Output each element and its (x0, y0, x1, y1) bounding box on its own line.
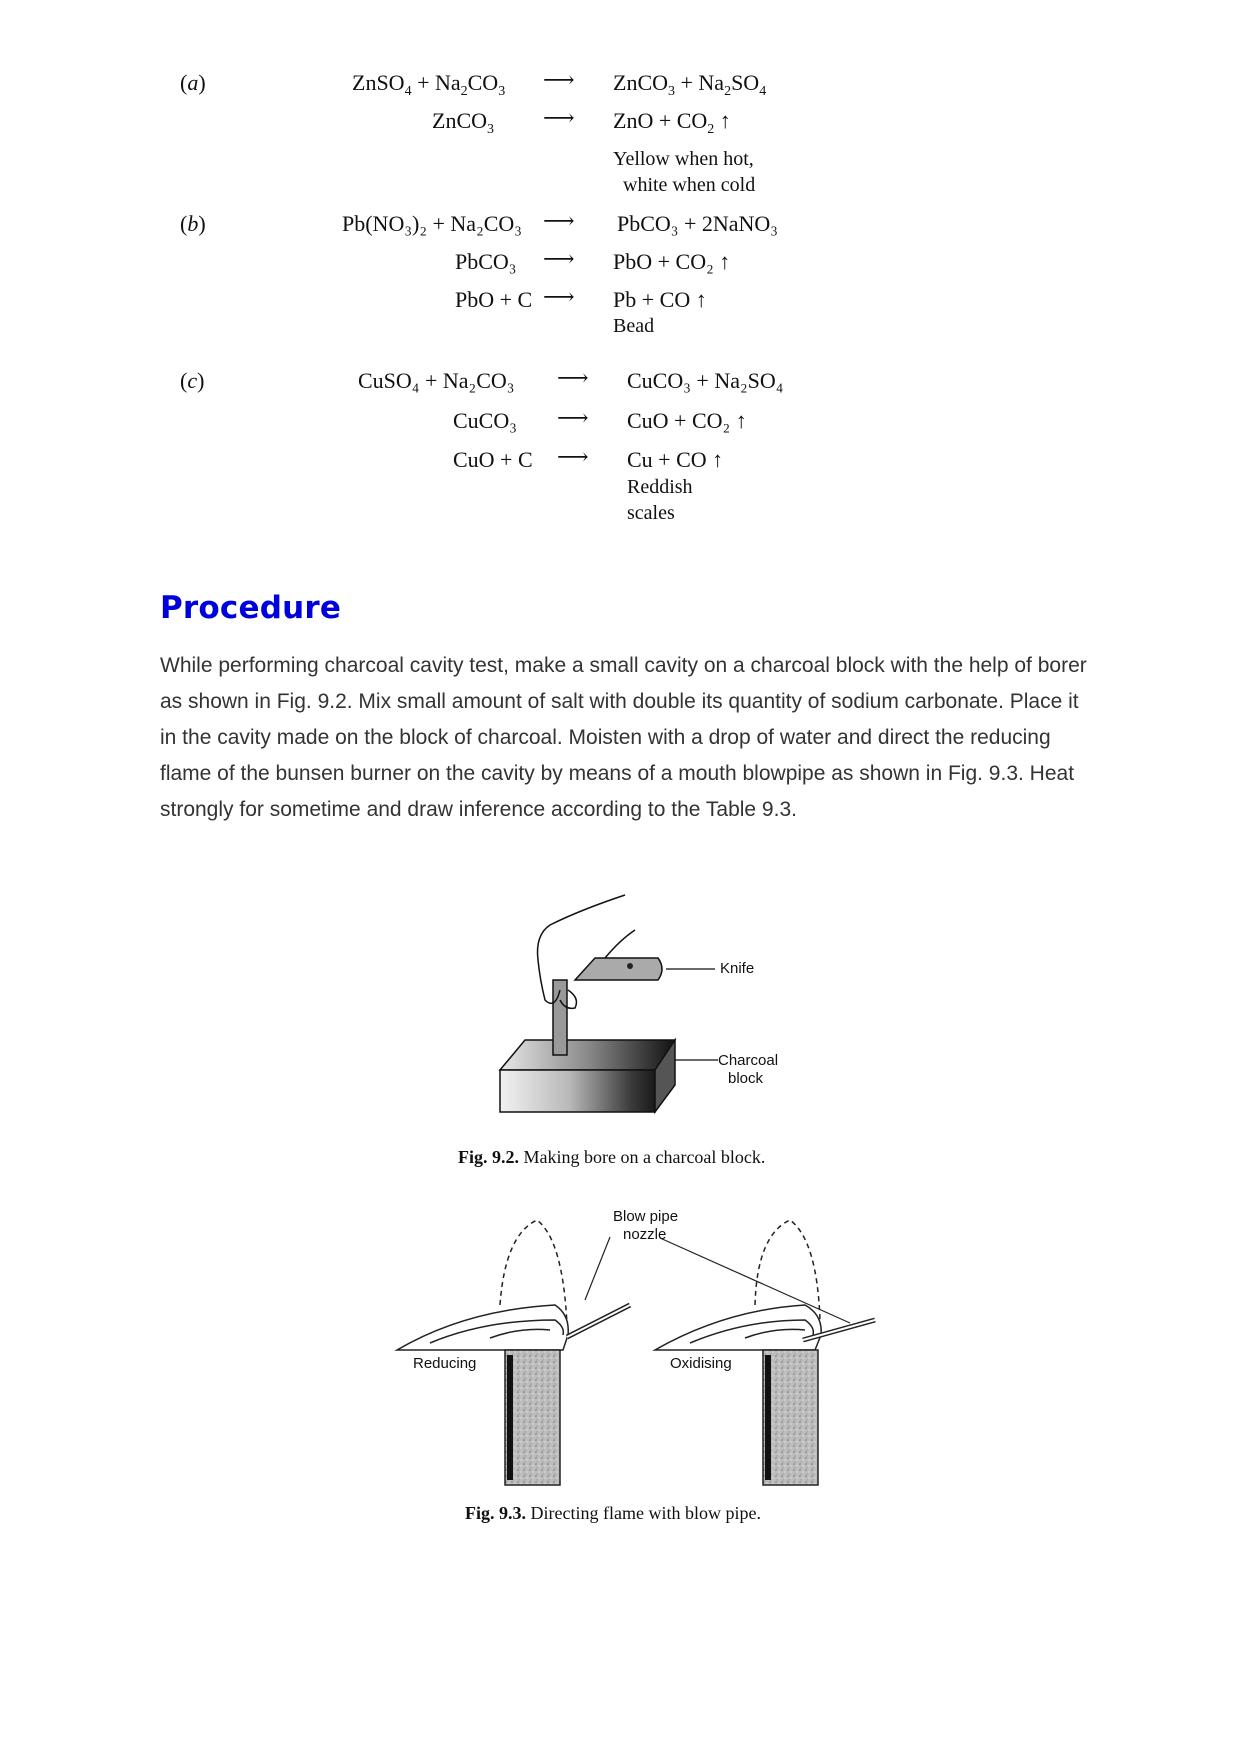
reaction-arrow: ⟶ (543, 285, 575, 310)
reaction-c-eq2-right: CuO + CO₂ ↑ (627, 408, 747, 433)
reaction-c-eq2-left: CuCO₃ (453, 408, 517, 433)
label-letter: c (187, 368, 198, 393)
label-charcoal-block-line2: block (728, 1070, 764, 1087)
label-blow-pipe-nozzle-line1: Blow pipe (613, 1208, 679, 1225)
blowpipe-flame-illustration (385, 1205, 885, 1495)
block-front (500, 1070, 655, 1112)
reaction-label-b: (b) (180, 211, 206, 236)
reaction-arrow: ⟶ (557, 366, 589, 391)
knife-handle (575, 958, 662, 980)
reaction-b-eq3-right: Pb + CO ↑ (613, 287, 707, 312)
reducing-flame-diagram (397, 1220, 630, 1485)
reaction-b-note: Bead (613, 315, 655, 337)
label-reducing: Reducing (413, 1355, 477, 1372)
reaction-b-eq3-left: PbO + C (455, 287, 533, 312)
reaction-arrow: ⟶ (543, 247, 575, 272)
reaction-equations (0, 0, 1244, 560)
label-charcoal-block-line1: Charcoal (718, 1052, 779, 1069)
reaction-a-note-line1: Yellow when hot, (613, 148, 754, 170)
reaction-arrow: ⟶ (557, 445, 589, 470)
reaction-a-eq2-left: ZnCO$_3$ (432, 108, 494, 137)
reaction-a-note-line2: white when cold (623, 174, 756, 196)
procedure-paragraph: While performing charcoal cavity test, make a small cavity on a charcoal block with the help of borer as shown in Fig. 9.2. Mix small amount of salt with double its quantity of sodium carbonate. Place it in the cavity made on the block of charcoal. Moisten with a drop of water and direct the reducing flame of the bunsen burner on the cavity by means of a mouth blowpipe as shown in Fig. 9.3. Heat strongly for sometime and draw inference according to the Table 9.3. (160, 654, 1087, 821)
reaction-c-note-line2: scales (627, 502, 675, 524)
figure-charcoal-block-bore (480, 880, 810, 1120)
label-blow-pipe-nozzle-line2: nozzle (623, 1226, 667, 1243)
label-letter: a (187, 70, 199, 95)
figure-9-2-caption (458, 1147, 765, 1168)
label-oxidising: Oxidising (670, 1355, 732, 1372)
reaction-b-eq2-left: PbCO₃ (455, 249, 517, 274)
reaction-c-eq3-left: CuO + C (453, 447, 533, 472)
figure-blowpipe-flame (385, 1205, 885, 1495)
caption-number: Fig. 9.2. (458, 1147, 519, 1167)
reaction-label-a: (a) (180, 70, 206, 95)
reaction-label-c: (c) (180, 368, 205, 393)
figure-9-3-caption (465, 1503, 761, 1524)
reaction-a-eq2-right: ZnO + $CO_2$ ↑ (613, 108, 731, 137)
caption-number: Fig. 9.3. (465, 1503, 526, 1523)
reaction-arrow: ⟶ (543, 209, 575, 234)
reaction-arrow: ⟶ (543, 68, 575, 93)
reaction-c-note-line1: Reddish (627, 476, 693, 498)
label-letter: b (187, 211, 199, 236)
reaction-arrow: ⟶ (557, 406, 589, 431)
label-knife: Knife (720, 960, 755, 977)
reaction-c-eq3-right: Cu + CO ↑ (627, 447, 724, 472)
reaction-a-eq1-right: ZnCO$_3$ + $Na_2SO_4$ (613, 70, 767, 99)
oxidising-flame-diagram (655, 1220, 875, 1485)
reaction-b-eq2-right: PbO + CO₂ ↑ (613, 249, 731, 274)
reaction-b-eq1-left: Pb(NO₃)₂ + Na₂CO₃ (342, 211, 522, 236)
reaction-c-eq1-left: CuSO₄ + Na₂CO₃ (358, 368, 515, 393)
reaction-arrow: ⟶ (543, 106, 575, 131)
reaction-c-eq1-right: CuCO₃ + Na₂SO₄ (627, 368, 784, 393)
reaction-b-eq1-right: PbCO₃ + 2NaNO₃ (617, 211, 778, 236)
caption-text: Directing flame with blow pipe. (526, 1503, 761, 1523)
reaction-a-eq1-left: ZnSO$_4$ + $Na_2CO_3$ (352, 70, 506, 99)
block-top (500, 1040, 675, 1070)
procedure-heading: Procedure (160, 590, 342, 626)
caption-text: Making bore on a charcoal block. (519, 1147, 766, 1167)
